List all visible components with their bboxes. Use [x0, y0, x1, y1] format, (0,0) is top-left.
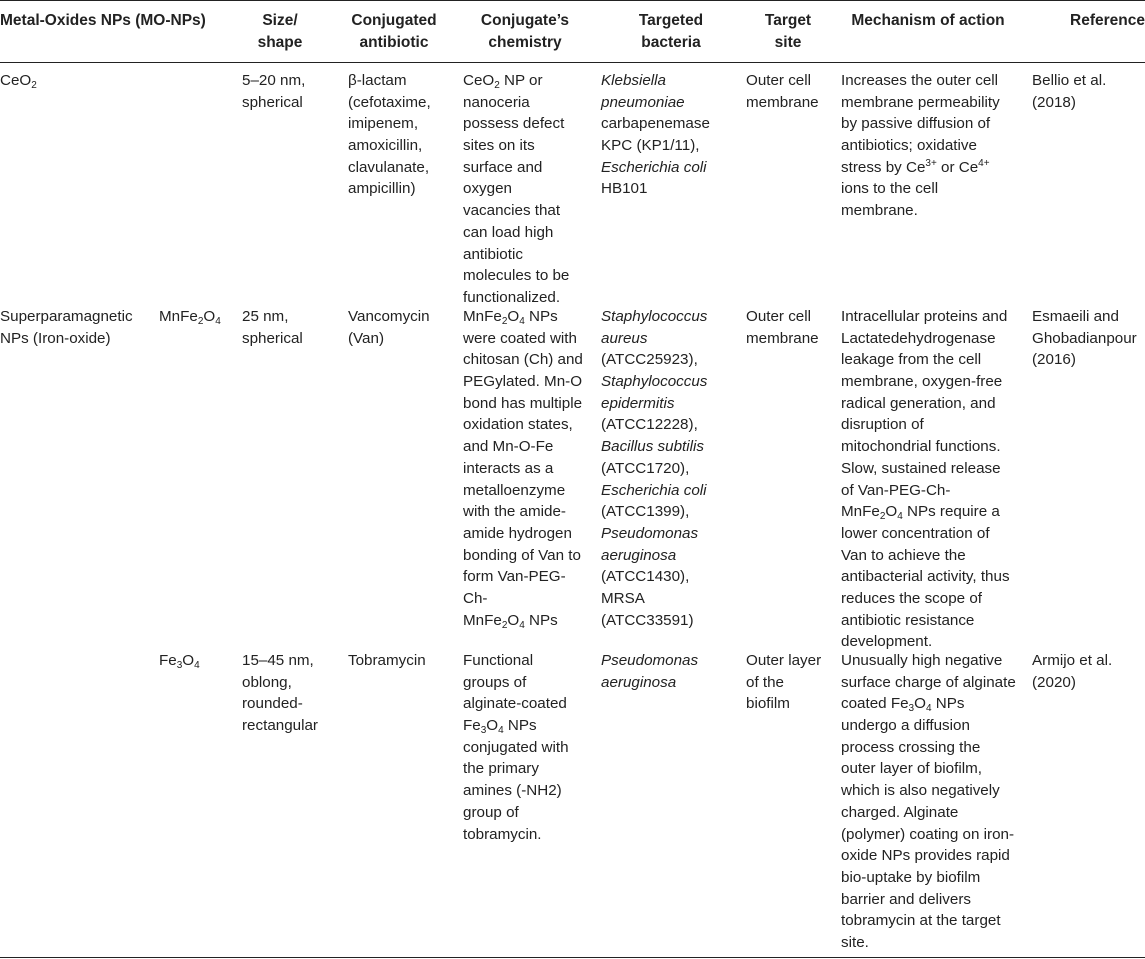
- cell-line: tobramycin at the target: [841, 912, 1001, 930]
- header-line: chemistry: [488, 34, 562, 51]
- cell-line: NPs (Iron-oxide): [0, 329, 111, 347]
- header-line: Targeted: [638, 12, 704, 29]
- cell-line: $Fe_3O_4$ NPs: [463, 717, 537, 737]
- cell-line: Staphylococcus: [601, 373, 708, 391]
- cell-line: tobramycin.: [463, 825, 542, 843]
- antibiotic-cell: [348, 306, 430, 349]
- cell-line: membrane permeability: [841, 93, 1000, 111]
- cell-line: Esmaeili and: [1032, 308, 1119, 325]
- size-shape-cell: [242, 70, 305, 113]
- cell-line: Superparamagnetic: [0, 308, 133, 325]
- cell-line: Escherichia coli: [601, 481, 707, 499]
- cell-line: Armijo et al.: [1032, 652, 1113, 669]
- cell-line: (2018): [1032, 93, 1076, 111]
- cell-line: pneumoniae: [601, 93, 685, 111]
- subtype-cell: [159, 306, 221, 328]
- cell-line: amoxicillin,: [348, 137, 423, 155]
- cell-line: Vancomycin: [348, 308, 430, 325]
- cell-line: aeruginosa: [601, 673, 677, 691]
- header-line: Size/: [262, 12, 298, 29]
- size-shape-cell: [242, 650, 318, 737]
- cell-line: conjugated with: [463, 738, 569, 756]
- cell-line: molecules to be: [463, 267, 570, 285]
- cell-line: Bacillus subtilis: [601, 438, 704, 456]
- cell-line: oxide NPs provides rapid: [841, 847, 1010, 865]
- cell-line: Van to achieve the: [841, 546, 966, 564]
- cell-line: lower concentration of: [841, 524, 990, 542]
- cell-line: rounded-: [242, 695, 303, 713]
- cell-line: clavulanate,: [348, 158, 430, 176]
- cell-line: Lactatedehydrogenase: [841, 329, 996, 347]
- cell-line: membrane: [746, 329, 819, 347]
- cell-line: imipenem,: [348, 115, 419, 133]
- cell-line: ampicillin): [348, 180, 416, 198]
- cell-line: 5–20 nm,: [242, 72, 306, 89]
- cell-line: stress by $Ce^{3+}$ or $Ce^{4+}$: [841, 157, 990, 176]
- cell-line: (ATCC1720),: [601, 459, 690, 477]
- cell-line: surface charge of alginate: [841, 673, 1016, 691]
- cell-line: oxidation states,: [463, 416, 573, 434]
- header-conjugated-antibiotic: [336, 10, 452, 54]
- top-rule: [0, 0, 1145, 1]
- cell-line: leakage from the cell: [841, 351, 982, 369]
- cell-line: rectangular: [242, 717, 318, 735]
- cell-line: groups of: [463, 673, 527, 691]
- reference-cell: [1032, 70, 1106, 113]
- class-cell: [0, 306, 133, 349]
- cell-line: (Van): [348, 329, 385, 347]
- cell-line: aureus: [601, 329, 648, 347]
- cell-line: (ATCC25923),: [601, 351, 698, 369]
- target-site-cell: [746, 70, 819, 113]
- cell-line: antibiotics; oxidative: [841, 137, 977, 155]
- cell-line: PEGylated. Mn-O: [463, 373, 583, 391]
- cell-line: ions to the cell: [841, 180, 939, 198]
- cell-line: sites on its: [463, 137, 535, 155]
- header-line: shape: [257, 34, 303, 51]
- cell-line: of the: [746, 673, 784, 691]
- cell-line: interacts as a: [463, 459, 554, 477]
- cell-line: (polymer) coating on iron-: [841, 825, 1015, 843]
- header-conjugate-chemistry: [460, 10, 590, 54]
- target-site-cell: [746, 306, 819, 349]
- cell-line: Functional: [463, 652, 534, 669]
- cell-line: epidermitis: [601, 394, 675, 412]
- cell-line: Outer cell: [746, 308, 811, 325]
- cell-line: chitosan (Ch) and: [463, 351, 583, 369]
- target-site-cell: [746, 650, 821, 715]
- cell-line: were coated with: [463, 329, 577, 347]
- cell-line: development.: [841, 633, 933, 651]
- cell-line: amide hydrogen: [463, 524, 572, 542]
- cell-line: vacancies that: [463, 202, 561, 220]
- cell-line: aeruginosa: [601, 546, 677, 564]
- cell-line: Escherichia coli: [601, 158, 707, 176]
- cell-line: CeO$_2$: [0, 72, 37, 91]
- cell-line: group of: [463, 803, 519, 821]
- chemistry-cell: [463, 306, 583, 631]
- cell-line: oblong,: [242, 673, 292, 691]
- header-line: Reference: [1070, 12, 1145, 29]
- cell-line: carbapenemase: [601, 115, 710, 133]
- cell-line: process crossing the: [841, 738, 981, 756]
- reference-cell: [1032, 306, 1137, 371]
- cell-line: Bellio et al.: [1032, 72, 1107, 89]
- mechanism-cell: [841, 70, 1000, 222]
- cell-line: biofilm: [746, 695, 790, 713]
- cell-line: spherical: [242, 329, 303, 347]
- cell-line: metalloenzyme: [463, 481, 566, 499]
- cell-line: (ATCC1399),: [601, 503, 690, 521]
- header-line: Conjugated: [351, 12, 437, 29]
- cell-line: $Fe_3O_4$: [159, 652, 200, 671]
- header-target-site: [746, 10, 830, 54]
- bacteria-cell: [601, 650, 698, 693]
- cell-line: barrier and delivers: [841, 890, 971, 908]
- header-line: site: [774, 34, 802, 51]
- cell-line: the primary: [463, 760, 539, 778]
- cell-line: of Van-PEG-Ch-: [841, 481, 951, 499]
- reference-cell: [1032, 650, 1112, 693]
- cell-line: CeO$_2$ NP or: [463, 72, 543, 91]
- cell-line: Pseudomonas: [601, 652, 699, 669]
- cell-line: Staphylococcus: [601, 308, 708, 325]
- cell-line: amines (-NH2): [463, 782, 562, 800]
- cell-line: outer layer of biofilm,: [841, 760, 982, 778]
- chemistry-cell: [463, 70, 569, 309]
- cell-line: (ATCC1430),: [601, 568, 690, 586]
- cell-line: Pseudomonas: [601, 524, 699, 542]
- cell-line: KPC (KP1/11),: [601, 137, 700, 155]
- cell-line: HB101: [601, 180, 648, 198]
- cell-line: (ATCC12228),: [601, 416, 698, 434]
- cell-line: (cefotaxime,: [348, 93, 431, 111]
- cell-line: oxygen: [463, 180, 512, 198]
- header-line: bacteria: [641, 34, 701, 51]
- header-size-shape: [240, 10, 320, 54]
- cell-line: Unusually high negative: [841, 652, 1003, 669]
- antibiotic-cell: [348, 70, 431, 200]
- cell-line: Intracellular proteins and: [841, 308, 1008, 325]
- header-reference: [1025, 10, 1145, 32]
- cell-line: Ch-: [463, 589, 488, 607]
- cell-line: reduces the scope of: [841, 589, 982, 607]
- cell-line: radical generation, and: [841, 394, 996, 412]
- cell-line: site.: [841, 933, 869, 951]
- cell-line: bio-uptake by biofilm: [841, 868, 981, 886]
- cell-line: possess defect: [463, 115, 565, 133]
- chemistry-cell: [463, 650, 569, 845]
- header-line: antibiotic: [359, 34, 429, 51]
- cell-line: antibiotic resistance: [841, 611, 975, 629]
- cell-line: which is also negatively: [841, 782, 1000, 800]
- antibiotic-cell: [348, 650, 426, 672]
- cell-line: mitochondrial functions.: [841, 438, 1001, 456]
- header-line: Conjugate’s: [480, 12, 570, 29]
- cell-line: nanoceria: [463, 93, 530, 111]
- mechanism-cell: [841, 306, 1010, 653]
- cell-line: membrane: [746, 93, 819, 111]
- bacteria-cell: [601, 306, 707, 631]
- header-mo-nps: [0, 10, 230, 32]
- cell-line: bonding of Van to: [463, 546, 581, 564]
- cell-line: $MnFe_2O_4$ NPs: [463, 611, 558, 631]
- size-shape-cell: [242, 306, 303, 349]
- cell-line: Outer layer: [746, 652, 822, 669]
- header-mechanism: [838, 10, 1018, 32]
- cell-line: membrane, oxygen-free: [841, 373, 1003, 391]
- cell-line: Ghobadianpour: [1032, 329, 1137, 347]
- cell-line: $MnFe_2O_4$ NPs: [463, 308, 558, 327]
- cell-line: undergo a diffusion: [841, 717, 970, 735]
- cell-line: 15–45 nm,: [242, 652, 314, 669]
- cell-line: $MnFe_2O_4$ NPs require a: [841, 503, 1000, 523]
- cell-line: with the amide-: [463, 503, 566, 521]
- bacteria-cell: [601, 70, 710, 200]
- cell-line: antibacterial activity, thus: [841, 568, 1010, 586]
- cell-line: form Van-PEG-: [463, 568, 566, 586]
- cell-line: membrane.: [841, 202, 918, 220]
- header-line: Metal-Oxides NPs (MO-NPs): [0, 12, 206, 29]
- header-line: Mechanism of action: [851, 12, 1005, 29]
- cell-line: (2016): [1032, 351, 1076, 369]
- cell-line: MRSA: [601, 589, 645, 607]
- mechanism-cell: [841, 650, 1016, 954]
- header-targeted-bacteria: [596, 10, 746, 54]
- cell-line: and Mn-O-Fe: [463, 438, 554, 456]
- cell-line: Klebsiella: [601, 72, 667, 89]
- header-line: Target: [764, 12, 812, 29]
- cell-line: β-lactam: [348, 72, 407, 89]
- header-rule: [0, 62, 1145, 63]
- cell-line: $MnFe_2O_4$: [159, 308, 221, 327]
- cell-line: 25 nm,: [242, 308, 289, 325]
- cell-line: Slow, sustained release: [841, 459, 1001, 477]
- cell-line: alginate-coated: [463, 695, 567, 713]
- cell-line: Tobramycin: [348, 652, 426, 669]
- cell-line: coated $Fe_3O_4$ NPs: [841, 695, 965, 715]
- cell-line: can load high: [463, 223, 554, 241]
- cell-line: bond has multiple: [463, 394, 583, 412]
- cell-line: spherical: [242, 93, 303, 111]
- bottom-rule: [0, 957, 1145, 958]
- subtype-cell: [159, 650, 200, 672]
- cell-line: disruption of: [841, 416, 924, 434]
- cell-line: antibiotic: [463, 245, 523, 263]
- cell-line: Outer cell: [746, 72, 811, 89]
- cell-line: charged. Alginate: [841, 803, 959, 821]
- cell-line: Increases the outer cell: [841, 72, 999, 89]
- cell-line: by passive diffusion of: [841, 115, 991, 133]
- cell-line: (2020): [1032, 673, 1076, 691]
- class-cell: [0, 70, 37, 92]
- cell-line: (ATCC33591): [601, 611, 694, 629]
- cell-line: surface and: [463, 158, 543, 176]
- cell-line: functionalized.: [463, 288, 561, 306]
